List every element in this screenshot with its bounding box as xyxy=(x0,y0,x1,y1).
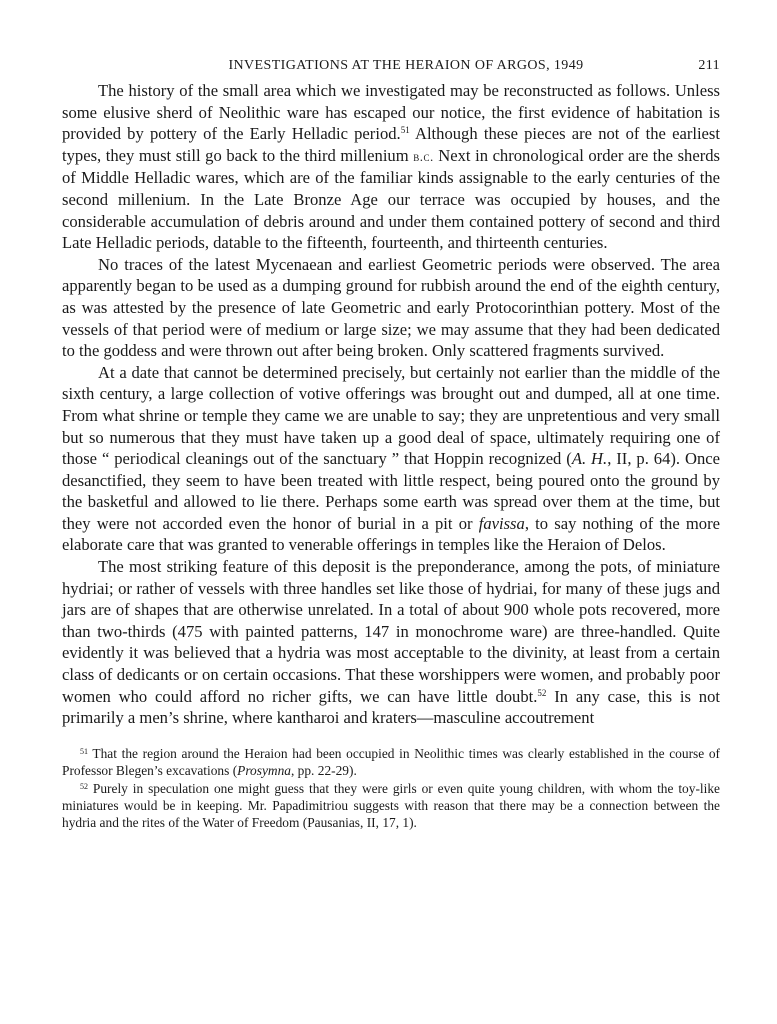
body-text xyxy=(62,80,720,729)
paragraph-3: At a date that cannot be determined precisely, but certainly not earlier than the middle of the sixth century, a large collection of votive offerings was brought out and dumped, all at one time. From what shrine or temple they came we are unable to say; they are unpretentious and very small but so numerous that they must have taken up a good deal of space, ultimately requiring one of those “ periodical cleanings out of the sanctuary ” that Hoppin recognized (A. H., II, p. 64). Once desanctified, they seem to have been treated with little respect, being poured onto the ground by the basketful and allowed to lie there. Perhaps some earth was spread over them at the time, but they were not accorded even the honor of burial in a pit or favissa, to say nothing of the more elaborate care that was granted to venerable offerings in temples like the Heraion of Delos. xyxy=(62,362,720,555)
running-head xyxy=(62,54,720,80)
citation-prosymna: Prosymna xyxy=(237,763,291,779)
era-abbrev: b.c. xyxy=(413,148,434,164)
footnote-51: $^{51}$ That the region around the Heraion had been occupied in Neolithic times was clearly established in the course of Professor Blegen’s excavations (Prosymna, pp. 22-29). xyxy=(62,745,720,779)
page-number: 211 xyxy=(698,58,720,73)
term-favissa: favissa xyxy=(478,513,525,533)
footnote-52: $^{52}$ Purely in speculation one might guess that they were girls or even quite young children, with whom the toy-like miniatures would be in keeping. Mr. Papadimitriou suggests with reason that there may be a connection between the hydria and the rites of the Water of Freedom (Pausanias, II, 17, 1). xyxy=(62,780,720,831)
footnote-ref-52[interactable]: 52 xyxy=(537,687,547,698)
footnote-ref-51[interactable]: 51 xyxy=(400,125,410,136)
paragraph-1: The history of the small area which we investigated may be reconstructed as follows. Unless some elusive sherd of Neolithic ware has escaped our notice, the first evidence of habitation is provided by pottery of the Early Helladic period.$^{51}$ Although these pieces are not of the earliest types, they must still go back to the third millenium b.c. Next in chronological order are the sherds of Middle Helladic wares, which are of the familiar kinds assignable to the early centuries of the second millenium. In the Late Bronze Age our terrace was occupied by houses, and the considerable accumulation of debris around and under them contained pottery of second and third Late Helladic periods, datable to the fifteenth, fourteenth, and thirteenth centuries. xyxy=(62,81,720,253)
paragraph-2: No traces of the latest Mycenaean and earliest Geometric periods were observed. The area apparently began to be used as a dumping ground for rubbish around the end of the eighth century, as was attested by the presence of late Geometric and early Protocorinthian pottery. Most of the vessels of that period were of medium or large size; we may assume that they had been dedicated to the goddess and were thrown out after being broken. Only scattered fragments survived. xyxy=(62,254,720,361)
paragraph-4: The most striking feature of this deposit is the preponderance, among the pots, of miniature hydriai; or rather of vessels with three handles set like those of hydriai, for many of these jugs and jars are of shapes that are otherwise unrelated. In a total of about 900 whole pots recovered, more than two-thirds (475 with painted patterns, 147 in monochrome ware) are three-handled. Quite evidently it was believed that a hydria was most acceptable to the divinity, at least from a certain class of dedicants or on certain occasions. That these worshippers were women, and probably poor women who could afford no richer gifts, we can have little doubt.$^{52}$ In any case, this is not primarily a men’s shrine, where kantharoi and kraters—masculine accoutrement xyxy=(62,557,720,728)
running-title: INVESTIGATIONS AT THE HERAION OF ARGOS, 1949 xyxy=(228,58,584,73)
footnote-number: 51 xyxy=(80,746,88,756)
page xyxy=(62,54,720,832)
citation-ah: A. H. xyxy=(571,449,608,469)
footnotes xyxy=(62,745,720,832)
footnote-number: 52 xyxy=(80,781,88,791)
